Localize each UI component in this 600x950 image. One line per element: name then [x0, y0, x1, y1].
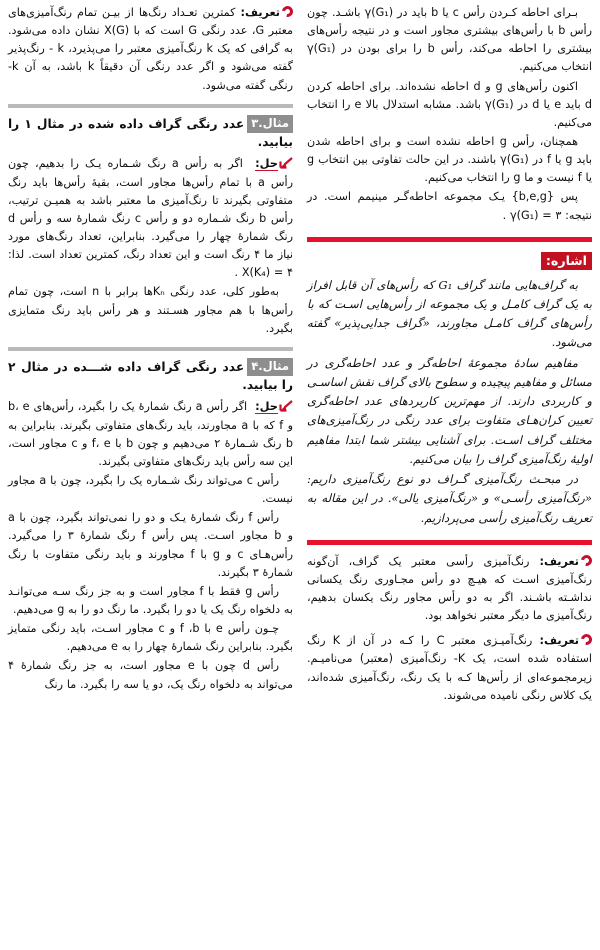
definition-lead: [235, 6, 293, 19]
definition-lead: [532, 634, 592, 647]
hint-tag-row: [307, 250, 592, 270]
definition-paragraph: [307, 632, 592, 705]
example-divider: [8, 104, 293, 108]
solution-text: اگر رأس a رنگ شمارهٔ یک را بگیرد، رأس‌های b، e و f که با a مجاورند، باید رنگ‌های متفاوتی بگیرند. بنابراین به b رنگ شـمارهٔ ۲ می‌دهیم و چون b با f، e و c مجاور است، این سه رأس باید رنگ‌های متفاوتی بگیرند.: [8, 400, 293, 468]
example-tag: مثال.۳: [247, 115, 293, 133]
example-divider: [8, 347, 293, 351]
solution-paragraph: رأس d چون با e مجاور است، به جز رنگ شمارهٔ ۴ می‌تواند به دلخواه رنگ یک، دو یا سه را بگیرد. ما رنگ: [8, 659, 293, 691]
paragraph: اکنون رأس‌های g و d احاطه نشده‌اند. برای احاطه کردن d باید e یا d در (G₁)γ باشد. مشابه استدلال بالا e را انتخاب می‌کنیم.: [307, 79, 592, 129]
red-divider: [307, 540, 592, 545]
definition-label: تعریف:: [539, 554, 579, 568]
hint-paragraph: مفاهیم سادهٔ مجموعهٔ احاطه‌گر و عدد احاطه‌گری در مسائل و مفاهیم پیچیده و سطوح بالای گراف نقش اساسـی و کاربردی دارند. از مهم‌ترین کاربردهای عدد احاطه‌گری تعیین کران‌هـای متفاوت برای عدد رنگی در رنگ‌آمیزی‌های مختلف گراف اسـت. برای آشنایی بیشتر شما ابتدا مفاهیم اولیهٔ رنگ‌آمیزی گراف را بیان می‌کنیم.: [307, 355, 592, 466]
example-tag: مثال.۴: [247, 358, 293, 376]
solution-paragraph: [8, 397, 293, 471]
paragraph: بـرای احاطه کـردن رأس c یا b باید در (G₁)γ باشـد. چون رأس b با رأس‌های بیشتری مجاور است و در نتیجه رأس‌های بیشتری را احاطه می‌کند، رأس b را برای بودن در (G₁)γ انتخاب می‌کنیم.: [307, 6, 592, 74]
solution-text: اگر به رأس a رنگ شـماره یـک را بدهیم، چون رأس a با تمام رأس‌ها مجاور است، بقیهٔ رأس‌ها باید رنگ متفاوتی بگیرند تا رنگ‌آمیزی ما معتبر باشد به همیـن ترتیب، رأس b رنگ شـماره دو و رأس c رنگ شمارهٔ سه و رأس d رنگ شمارهٔ چهار را می‌گیرد. بنابراین، تعداد رنگ‌های مورد نیاز ما ۴ رنگ است و این تعداد رنگ، کمترین تعداد است. لذا: ۴ = (X(K₄ .: [8, 157, 293, 280]
hint-badge: اشاره:: [541, 252, 592, 270]
red-divider: [307, 237, 592, 242]
definition-block: [307, 632, 592, 705]
definition-block: [8, 4, 293, 95]
solution-paragraph: چـون رأس e با f ،b و c مجاور اسـت، باید رنگی متمایز بگیرد. بنابراین رنگ شمارهٔ چهار را به e می‌دهیم.: [8, 622, 293, 654]
arrow-down-left-icon: [279, 400, 293, 412]
c-bullet-icon: [581, 555, 592, 566]
right-column: [307, 4, 592, 950]
example-heading: [8, 115, 293, 152]
solution-paragraph: به‌طور کلی، عدد رنگی Kₙ‌ها برابر با n است، چون تمام رأس‌ها با هم مجاور هسـتند و هر رأس باید رنگ متمایزی بگیرد.: [8, 285, 293, 335]
example-title: عدد رنگی گراف داده شده در مثال ۱ را بیابید.: [8, 116, 293, 150]
definition-label: تعریف:: [240, 6, 281, 19]
paragraph: پس {b,e,g} یـک مجموعه احاطه‌گـر مینیمم است. در نتیجه: ۳ = (G₁)γ .: [307, 190, 592, 222]
example-heading: [8, 358, 293, 395]
definition-block: [307, 553, 592, 626]
c-bullet-icon: [282, 6, 293, 17]
left-column: [8, 4, 293, 950]
solution-paragraph: رأس g فقط با f مجاور است و به جز رنگ سـه می‌توانـد به دلخواه رنگ یک یا دو را بگیرد. ما رنگ دو را به g می‌دهیم.: [8, 584, 293, 617]
solution-lead: [243, 157, 293, 170]
c-bullet-icon: [581, 634, 592, 645]
solution-paragraph: رأس f رنگ شمارهٔ یـک و دو را نمی‌تواند بگیرد، چون با a و b مجاور اسـت. پس رأس f رنگ شمارهٔ ۳ را می‌گیرد. رأس‌هـای c و g با f مجاورند و باید رنگی متفاوت با رنگ شمارهٔ ۳ بگیرند.: [8, 511, 293, 579]
hint-paragraph: در مبحـث رنگ‌آمیزی گـراف دو نوع رنگ‌آمیزی داریم: «رنگ‌آمیزی رأسـی» و «رنگ‌آمیزی یالی». در این مقاله به تعریف رنگ‌آمیزی رأسی می‌پردازیم.: [307, 472, 592, 525]
paragraph: همچنان، رأس g احاطه نشده است و برای احاطه شدن باید g یا f در (G₁)γ باشند. در این حالت تفاوتی بین انتخاب g یا f نیست و ما g را انتخاب می‌کنیم.: [307, 134, 592, 185]
definition-paragraph: [8, 4, 293, 95]
definition-paragraph: [307, 553, 592, 626]
solution-lead: [247, 400, 293, 413]
definition-label: تعریف:: [539, 634, 579, 648]
definition-lead: [529, 555, 592, 568]
definition-text: رنگ‌آمیزی رأسی معتبر یک گراف، آن‌گونه رنگ‌آمیزی اسـت که هیـچ دو رأس مجـاوری رنگ یکسانی نداشـته باشـند. اگر به دو رأس مجاور رنگ یکسان بدهیم، رنگ‌آمیزی ما دیگر معتبر نخواهد بود.: [307, 554, 592, 623]
definition-text: رنگ‌آمیـزی معتبر C را کـه در آن از K رنگ استفاده شده است، یک K- رنگ‌آمیزی (معتبر) می‌نامیـم. زیرمجموعه‌ای از رأس‌ها کـه با یک رنگ، رنگ‌آمیزی شده‌اند، یک کلاس رنگی نامیده می‌شوند.: [307, 634, 593, 702]
solution-label: حل:: [255, 399, 279, 414]
solution-label: حل:: [255, 156, 278, 171]
definition-text: کمترین تعـداد رنگ‌ها از بیـن تمام رنگ‌آمیزی‌های معتبر G، عدد رنگی G است که با (X(G نشان داده می‌شود. به گرافی که یک k رنگ‌آمیزی معتبر را می‌پذیرد، k - رنگ‌پذیر گفته می‌شود و اگر عدد رنگی آن دقیقاً k باشد، به آن k- رنگی گفته می‌شود.: [8, 6, 293, 92]
hint-paragraph: به گراف‌هایی مانند گراف G₁ که رأس‌های آن قابل افراز به یک گراف کامـل و یک مجموعه از رأس‌هایی اسـت که با رأس‌های گراف کامـل مجاورند، «گراف جدایی‌پذیر» گفته می‌شود.: [307, 277, 592, 350]
solution-paragraph: [8, 154, 293, 282]
solution-paragraph: رأس c می‌تواند رنگ شـماره یک را بگیرد، چون با a مجاور نیست.: [8, 474, 293, 506]
arrow-down-left-icon: [279, 157, 293, 169]
example-title: عدد رنگی گراف داده شـــده در مثال ۲ را بیابید.: [8, 359, 293, 393]
